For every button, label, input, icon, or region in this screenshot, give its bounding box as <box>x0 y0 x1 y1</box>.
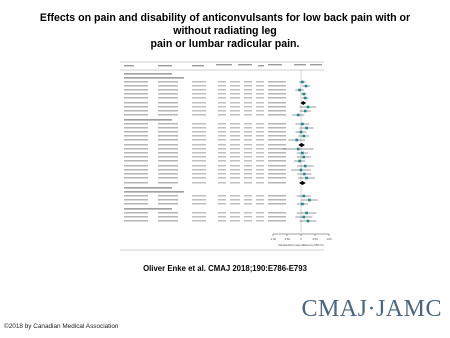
row-n2-20 <box>244 156 252 157</box>
point-estimate-30 <box>308 199 311 202</box>
row-ci-text-5 <box>268 93 286 94</box>
row-ci-text-22 <box>268 165 286 166</box>
row-drug-13 <box>158 127 178 128</box>
row-n2-12 <box>244 123 252 124</box>
row-study-name-24 <box>124 173 148 174</box>
row-n2-29 <box>244 195 252 196</box>
row-ci-text-20 <box>268 156 286 157</box>
row-mean1-2 <box>230 81 240 82</box>
point-estimate-20 <box>303 156 306 159</box>
row-n2-4 <box>244 89 252 90</box>
point-estimate-2 <box>301 81 304 84</box>
row-weight-9 <box>256 110 264 111</box>
title-line-1: Effects on pain and disability of anticonvulsants for low back pain with or without radiating leg <box>39 12 411 37</box>
point-estimate-35 <box>307 220 310 223</box>
row-study-name-29 <box>124 195 148 196</box>
row-ci-text-26 <box>268 182 286 183</box>
row-outcome-18 <box>192 148 206 149</box>
row-weight-2 <box>256 81 264 82</box>
row-weight-10 <box>256 114 264 115</box>
row-drug-23 <box>158 169 178 170</box>
point-estimate-15 <box>303 135 306 138</box>
row-drug-24 <box>158 173 178 174</box>
row-study-name-13 <box>124 127 148 128</box>
row-outcome-33 <box>192 212 206 213</box>
row-outcome-5 <box>192 93 206 94</box>
row-study-name-9 <box>124 110 148 111</box>
row-label-0 <box>124 73 172 74</box>
row-n1-2 <box>218 81 226 82</box>
row-n2-13 <box>244 127 252 128</box>
row-outcome-14 <box>192 131 206 132</box>
row-n1-13 <box>218 127 226 128</box>
row-mean1-3 <box>230 85 240 86</box>
row-n2-17 <box>244 144 252 145</box>
row-mean1-31 <box>230 203 240 204</box>
row-n2-3 <box>244 85 252 86</box>
row-n1-31 <box>218 203 226 204</box>
row-mean1-33 <box>230 212 240 213</box>
row-study-name-17 <box>124 144 148 145</box>
row-drug-21 <box>158 160 178 161</box>
row-mean1-15 <box>230 135 240 136</box>
row-outcome-22 <box>192 165 206 166</box>
row-n1-9 <box>218 110 226 111</box>
row-study-name-19 <box>124 152 148 153</box>
point-estimate-31 <box>301 203 304 206</box>
row-weight-35 <box>256 220 264 221</box>
row-mean1-5 <box>230 93 240 94</box>
row-n1-17 <box>218 144 226 145</box>
row-outcome-30 <box>192 199 206 200</box>
row-drug-5 <box>158 93 178 94</box>
row-n2-9 <box>244 110 252 111</box>
row-n2-22 <box>244 165 252 166</box>
row-outcome-26 <box>192 182 206 183</box>
row-drug-22 <box>158 165 178 166</box>
point-estimate-8 <box>307 106 310 109</box>
row-study-name-31 <box>124 203 148 204</box>
row-ci-text-15 <box>268 135 286 136</box>
point-estimate-25 <box>305 177 308 180</box>
copyright-notice: ©2018 by Canadian Medical Association <box>4 323 119 330</box>
row-study-name-34 <box>124 216 148 217</box>
point-estimate-33 <box>305 212 308 215</box>
point-estimate-34 <box>303 216 306 219</box>
row-drug-7 <box>158 102 178 103</box>
row-outcome-7 <box>192 102 206 103</box>
row-mean1-9 <box>230 110 240 111</box>
row-outcome-25 <box>192 177 206 178</box>
point-estimate-18 <box>297 148 300 151</box>
row-n2-14 <box>244 131 252 132</box>
row-drug-29 <box>158 195 178 196</box>
row-mean1-4 <box>230 89 240 90</box>
cmaj-logo: CMAJ·JAMC <box>301 296 442 322</box>
row-drug-33 <box>158 212 178 213</box>
row-weight-12 <box>256 123 264 124</box>
row-outcome-4 <box>192 89 206 90</box>
point-estimate-23 <box>300 169 303 172</box>
x-tick-label-3: 0.50 <box>312 238 318 241</box>
row-outcome-31 <box>192 203 206 204</box>
row-weight-17 <box>256 144 264 145</box>
x-tick-label-0: -1.00 <box>270 238 276 241</box>
point-estimate-12 <box>301 123 304 126</box>
row-study-name-20 <box>124 156 148 157</box>
row-study-name-4 <box>124 89 148 90</box>
row-outcome-9 <box>192 110 206 111</box>
row-n1-4 <box>218 89 226 90</box>
row-study-name-2 <box>124 81 148 82</box>
header-text-6 <box>268 64 282 65</box>
row-drug-15 <box>158 135 178 136</box>
x-tick-label-1: -0.50 <box>284 238 290 241</box>
row-study-name-22 <box>124 165 148 166</box>
row-mean1-34 <box>230 216 240 217</box>
row-study-name-16 <box>124 139 148 140</box>
header-text-0 <box>124 65 134 66</box>
row-n2-16 <box>244 139 252 140</box>
row-n2-18 <box>244 148 252 149</box>
point-estimate-6 <box>304 97 307 100</box>
row-outcome-21 <box>192 160 206 161</box>
row-ci-text-19 <box>268 152 286 153</box>
row-ci-text-4 <box>268 89 286 90</box>
row-n1-6 <box>218 97 226 98</box>
row-study-name-23 <box>124 169 148 170</box>
row-weight-34 <box>256 216 264 217</box>
row-drug-35 <box>158 220 178 221</box>
title-line-2: pain or lumbar radicular pain. <box>150 38 300 50</box>
row-n1-15 <box>218 135 226 136</box>
row-n2-21 <box>244 160 252 161</box>
row-n1-23 <box>218 169 226 170</box>
row-outcome-15 <box>192 135 206 136</box>
row-n1-34 <box>218 216 226 217</box>
row-n1-22 <box>218 165 226 166</box>
row-ci-text-30 <box>268 199 286 200</box>
forest-plot-image <box>118 56 332 256</box>
row-study-name-10 <box>124 114 148 115</box>
row-n2-24 <box>244 173 252 174</box>
row-ci-text-3 <box>268 85 286 86</box>
point-estimate-13 <box>305 127 308 130</box>
row-study-name-12 <box>124 123 148 124</box>
row-weight-8 <box>256 106 264 107</box>
row-weight-4 <box>256 89 264 90</box>
row-mean1-12 <box>230 123 240 124</box>
row-label-32 <box>124 208 172 209</box>
row-n2-5 <box>244 93 252 94</box>
row-mean1-29 <box>230 195 240 196</box>
row-mean1-7 <box>230 102 240 103</box>
row-ci-text-29 <box>268 195 286 196</box>
row-n2-2 <box>244 81 252 82</box>
row-n2-10 <box>244 114 252 115</box>
row-weight-33 <box>256 212 264 213</box>
row-mean1-19 <box>230 152 240 153</box>
row-outcome-6 <box>192 97 206 98</box>
row-n1-16 <box>218 139 226 140</box>
row-mean1-6 <box>230 97 240 98</box>
x-tick-label-2: 0 <box>300 238 302 241</box>
row-study-name-6 <box>124 97 148 98</box>
row-drug-26 <box>158 182 178 183</box>
row-ci-text-16 <box>268 139 286 140</box>
header-text-5 <box>258 65 264 66</box>
row-weight-5 <box>256 93 264 94</box>
row-drug-18 <box>158 148 178 149</box>
row-outcome-19 <box>192 152 206 153</box>
header-text-8 <box>310 64 322 65</box>
row-n2-23 <box>244 169 252 170</box>
row-mean1-22 <box>230 165 240 166</box>
row-weight-16 <box>256 139 264 140</box>
point-estimate-22 <box>304 165 307 168</box>
row-outcome-23 <box>192 169 206 170</box>
row-study-name-5 <box>124 93 148 94</box>
row-drug-20 <box>158 156 178 157</box>
row-label-1 <box>124 77 184 78</box>
row-mean1-35 <box>230 220 240 221</box>
row-weight-14 <box>256 131 264 132</box>
row-n1-35 <box>218 220 226 221</box>
row-mean1-25 <box>230 177 240 178</box>
row-n2-35 <box>244 220 252 221</box>
row-ci-text-24 <box>268 173 286 174</box>
forest-plot-figure <box>118 56 332 256</box>
row-outcome-13 <box>192 127 206 128</box>
figure-title <box>20 12 430 51</box>
row-ci-text-17 <box>268 144 286 145</box>
row-drug-31 <box>158 203 178 204</box>
row-outcome-3 <box>192 85 206 86</box>
row-study-name-26 <box>124 182 148 183</box>
header-text-1 <box>158 65 172 66</box>
point-estimate-16 <box>296 139 299 142</box>
row-drug-34 <box>158 216 178 217</box>
row-outcome-8 <box>192 106 206 107</box>
pooled-diamond-7 <box>300 101 306 105</box>
row-weight-23 <box>256 169 264 170</box>
row-ci-text-2 <box>268 81 286 82</box>
header-text-7 <box>294 64 306 65</box>
row-ci-text-14 <box>268 131 286 132</box>
point-estimate-29 <box>303 195 306 198</box>
point-estimate-3 <box>305 85 308 88</box>
row-weight-25 <box>256 177 264 178</box>
row-drug-4 <box>158 89 178 90</box>
row-mean1-23 <box>230 169 240 170</box>
row-n2-25 <box>244 177 252 178</box>
row-weight-3 <box>256 85 264 86</box>
row-outcome-10 <box>192 114 206 115</box>
row-ci-text-13 <box>268 127 286 128</box>
row-label-28 <box>124 191 184 192</box>
row-study-name-18 <box>124 148 148 149</box>
row-outcome-17 <box>192 144 206 145</box>
row-ci-text-8 <box>268 106 286 107</box>
row-mean1-21 <box>230 160 240 161</box>
row-n1-26 <box>218 182 226 183</box>
row-n1-19 <box>218 152 226 153</box>
row-outcome-2 <box>192 81 206 82</box>
row-study-name-33 <box>124 212 148 213</box>
row-ci-text-12 <box>268 123 286 124</box>
row-outcome-24 <box>192 173 206 174</box>
row-drug-2 <box>158 81 178 82</box>
point-estimate-14 <box>300 131 303 134</box>
row-ci-text-7 <box>268 102 286 103</box>
point-estimate-4 <box>298 89 301 92</box>
row-weight-24 <box>256 173 264 174</box>
row-n2-33 <box>244 212 252 213</box>
row-n1-29 <box>218 195 226 196</box>
header-text-2 <box>192 65 204 66</box>
row-n2-19 <box>244 152 252 153</box>
row-study-name-21 <box>124 160 148 161</box>
row-n1-8 <box>218 106 226 107</box>
row-n1-30 <box>218 199 226 200</box>
row-ci-text-33 <box>268 212 286 213</box>
point-estimate-10 <box>297 114 300 117</box>
row-drug-3 <box>158 85 178 86</box>
row-weight-26 <box>256 182 264 183</box>
row-outcome-29 <box>192 195 206 196</box>
row-mean1-16 <box>230 139 240 140</box>
row-study-name-14 <box>124 131 148 132</box>
row-n2-34 <box>244 216 252 217</box>
point-estimate-9 <box>304 110 307 113</box>
row-study-name-30 <box>124 199 148 200</box>
row-mean1-10 <box>230 114 240 115</box>
row-study-name-15 <box>124 135 148 136</box>
row-weight-29 <box>256 195 264 196</box>
row-study-name-8 <box>124 106 148 107</box>
row-n2-7 <box>244 102 252 103</box>
row-n1-33 <box>218 212 226 213</box>
row-weight-22 <box>256 165 264 166</box>
row-n2-31 <box>244 203 252 204</box>
x-axis-label: Standardized mean difference (95% CI) <box>278 244 324 247</box>
row-weight-30 <box>256 199 264 200</box>
row-drug-30 <box>158 199 178 200</box>
row-n2-26 <box>244 182 252 183</box>
row-drug-9 <box>158 110 178 111</box>
row-n2-15 <box>244 135 252 136</box>
row-drug-19 <box>158 152 178 153</box>
row-outcome-35 <box>192 220 206 221</box>
row-ci-text-21 <box>268 160 286 161</box>
row-drug-17 <box>158 144 178 145</box>
row-weight-21 <box>256 160 264 161</box>
row-mean1-8 <box>230 106 240 107</box>
header-text-4 <box>238 64 252 65</box>
row-mean1-18 <box>230 148 240 149</box>
row-n1-25 <box>218 177 226 178</box>
row-ci-text-23 <box>268 169 286 170</box>
row-ci-text-31 <box>268 203 286 204</box>
row-outcome-20 <box>192 156 206 157</box>
row-drug-10 <box>158 114 178 115</box>
pooled-diamond-26 <box>299 181 306 185</box>
row-n1-21 <box>218 160 226 161</box>
point-estimate-19 <box>301 152 304 155</box>
row-drug-14 <box>158 131 178 132</box>
row-n1-3 <box>218 85 226 86</box>
point-estimate-24 <box>303 173 306 176</box>
row-n1-14 <box>218 131 226 132</box>
row-ci-text-35 <box>268 220 286 221</box>
row-weight-6 <box>256 97 264 98</box>
row-n2-6 <box>244 97 252 98</box>
row-outcome-16 <box>192 139 206 140</box>
row-n2-8 <box>244 106 252 107</box>
row-drug-16 <box>158 139 178 140</box>
row-mean1-13 <box>230 127 240 128</box>
pooled-diamond-17 <box>298 143 305 147</box>
row-weight-7 <box>256 102 264 103</box>
row-weight-13 <box>256 127 264 128</box>
row-label-27 <box>124 187 172 188</box>
row-ci-text-25 <box>268 177 286 178</box>
row-n1-12 <box>218 123 226 124</box>
row-n1-10 <box>218 114 226 115</box>
x-tick-label-4: 1.00 <box>326 238 332 241</box>
row-mean1-26 <box>230 182 240 183</box>
row-mean1-30 <box>230 199 240 200</box>
citation: Oliver Enke et al. CMAJ 2018;190:E786-E793 <box>143 264 307 273</box>
row-study-name-7 <box>124 102 148 103</box>
row-mean1-14 <box>230 131 240 132</box>
row-ci-text-9 <box>268 110 286 111</box>
row-drug-6 <box>158 97 178 98</box>
row-mean1-17 <box>230 144 240 145</box>
row-n1-20 <box>218 156 226 157</box>
row-n1-18 <box>218 148 226 149</box>
row-n2-30 <box>244 199 252 200</box>
header-text-3 <box>216 64 232 65</box>
row-drug-12 <box>158 123 178 124</box>
row-ci-text-34 <box>268 216 286 217</box>
row-mean1-24 <box>230 173 240 174</box>
row-n1-7 <box>218 102 226 103</box>
row-ci-text-10 <box>268 114 286 115</box>
row-n1-24 <box>218 173 226 174</box>
row-weight-20 <box>256 156 264 157</box>
row-drug-25 <box>158 177 178 178</box>
row-outcome-12 <box>192 123 206 124</box>
row-weight-18 <box>256 148 264 149</box>
row-label-11 <box>124 119 172 120</box>
point-estimate-5 <box>303 93 306 96</box>
row-ci-text-6 <box>268 97 286 98</box>
row-weight-31 <box>256 203 264 204</box>
row-study-name-3 <box>124 85 148 86</box>
row-drug-8 <box>158 106 178 107</box>
row-n1-5 <box>218 93 226 94</box>
row-mean1-20 <box>230 156 240 157</box>
row-study-name-35 <box>124 220 148 221</box>
row-outcome-34 <box>192 216 206 217</box>
row-weight-19 <box>256 152 264 153</box>
point-estimate-21 <box>298 160 301 163</box>
row-study-name-25 <box>124 177 148 178</box>
row-weight-15 <box>256 135 264 136</box>
